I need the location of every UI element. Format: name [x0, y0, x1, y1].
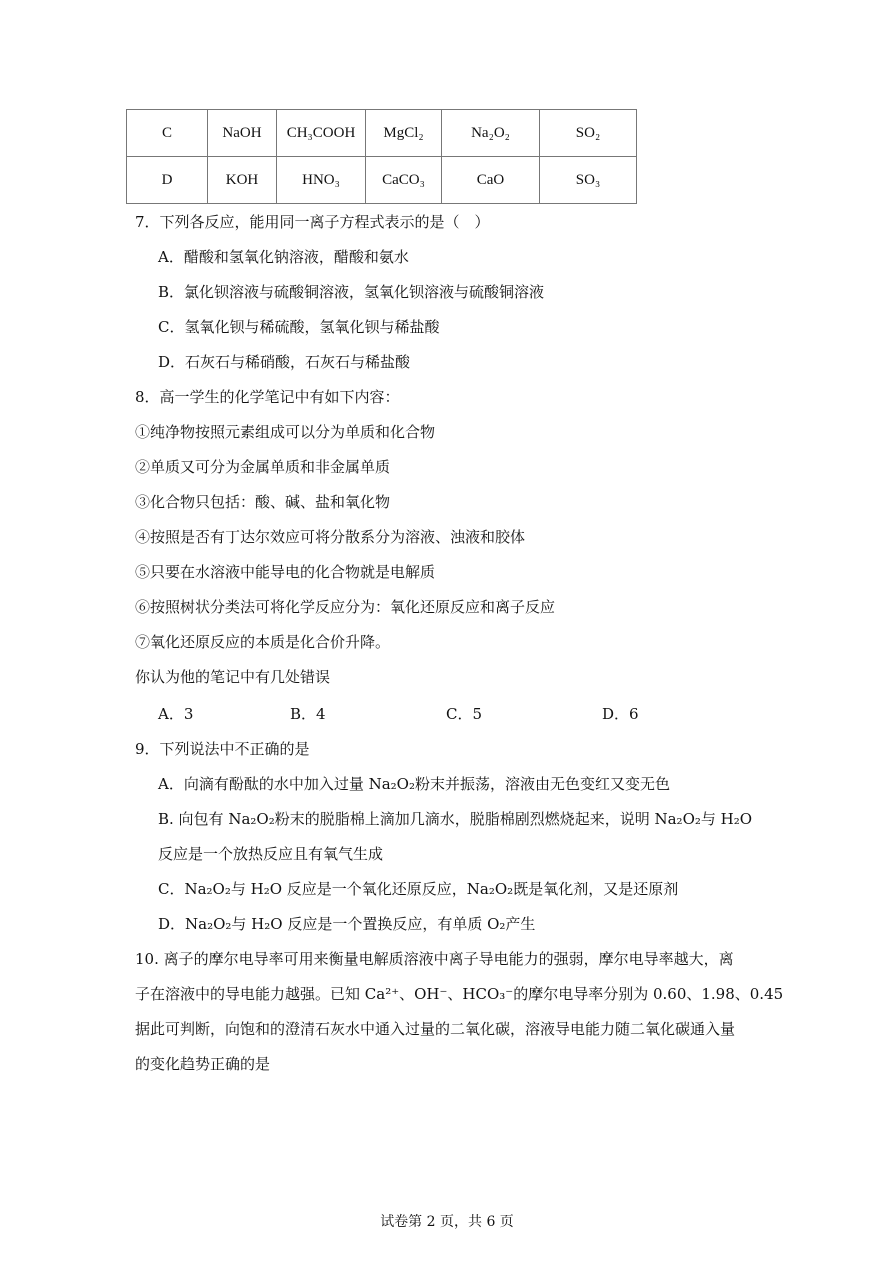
q7-option-d: D．石灰石与稀硝酸，石灰石与稀盐酸	[158, 353, 411, 371]
q10-line-4: 的变化趋势正确的是	[135, 1055, 271, 1073]
q7-option-c: C．氢氧化钡与稀硫酸，氢氧化钡与稀盐酸	[158, 318, 440, 336]
table-row	[127, 110, 637, 157]
q8-option-a: A．3	[158, 705, 194, 723]
table-cell: SO₃	[540, 157, 637, 204]
table-cell: HNO₃	[277, 157, 366, 204]
q10-line-3: 据此可判断，向饱和的澄清石灰水中通入过量的二氧化碳，溶液导电能力随二氧化碳通入量	[135, 1020, 736, 1038]
table-cell: SO₂	[540, 110, 637, 157]
q7-option-b: B．氯化钡溶液与硫酸铜溶液，氢氧化钡溶液与硫酸铜溶液	[158, 283, 545, 301]
q8-note-5: ⑤只要在水溶液中能导电的化合物就是电解质	[135, 563, 436, 581]
q7-stem: 7．下列各反应，能用同一离子方程式表示的是（ ）	[135, 213, 490, 231]
table-row	[127, 157, 637, 204]
q8-stem: 8．高一学生的化学笔记中有如下内容：	[135, 388, 400, 406]
q10-line-1: 10. 离子的摩尔电导率可用来衡量电解质溶液中离子导电能力的强弱，摩尔电导率越大，离	[135, 950, 734, 968]
table-cell: D	[127, 157, 208, 204]
table-cell: Na₂O₂	[442, 110, 540, 157]
q7-option-a: A．醋酸和氢氧化钠溶液，醋酸和氨水	[158, 248, 409, 266]
q8-note-1: ①纯净物按照元素组成可以分为单质和化合物	[135, 423, 436, 441]
table-cell: CH₃COOH	[277, 110, 366, 157]
table-cell: MgCl₂	[366, 110, 442, 157]
q9-option-a: A．向滴有酚酞的水中加入过量 Na₂O₂粉末并振荡，溶液由无色变红又变无色	[158, 775, 670, 793]
q8-note-3: ③化合物只包括：酸、碱、盐和氧化物	[135, 493, 391, 511]
q9-option-b-line1: B. 向包有 Na₂O₂粉末的脱脂棉上滴加几滴水，脱脂棉剧烈燃烧起来，说明 Na₂O₂与 H₂O	[158, 810, 753, 828]
table-cell: C	[127, 110, 208, 157]
q9-option-b-line2: 反应是一个放热反应且有氧气生成	[158, 845, 384, 863]
q8-note-7: ⑦氧化还原反应的本质是化合价升降。	[135, 633, 391, 651]
q8-note-6: ⑥按照树状分类法可将化学反应分为：氧化还原反应和离子反应	[135, 598, 556, 616]
q10-line-2: 子在溶液中的导电能力越强。已知 Ca²⁺、OH⁻、HCO₃⁻的摩尔电导率分别为 0.60、1.98、0.45	[135, 985, 784, 1003]
table-cell: CaO	[442, 157, 540, 204]
q8-option-c: C．5	[446, 705, 483, 723]
q8-question: 你认为他的笔记中有几处错误	[135, 668, 331, 686]
q8-option-b: B．4	[290, 705, 326, 723]
q8-note-4: ④按照是否有丁达尔效应可将分散系分为溶液、浊液和胶体	[135, 528, 526, 546]
table-cell: CaCO₃	[366, 157, 442, 204]
table-cell: NaOH	[208, 110, 277, 157]
acid-base-table	[126, 109, 637, 204]
q9-option-c: C．Na₂O₂与 H₂O 反应是一个氧化还原反应，Na₂O₂既是氧化剂，又是还原剂	[158, 880, 679, 898]
q9-option-d: D．Na₂O₂与 H₂O 反应是一个置换反应，有单质 O₂产生	[158, 915, 536, 933]
q9-stem: 9．下列说法中不正确的是	[135, 740, 310, 758]
q8-note-2: ②单质又可分为金属单质和非金属单质	[135, 458, 391, 476]
table-cell: KOH	[208, 157, 277, 204]
page-footer: 试卷第 2 页，共 6 页	[380, 1214, 514, 1230]
q8-option-d: D．6	[602, 705, 639, 723]
